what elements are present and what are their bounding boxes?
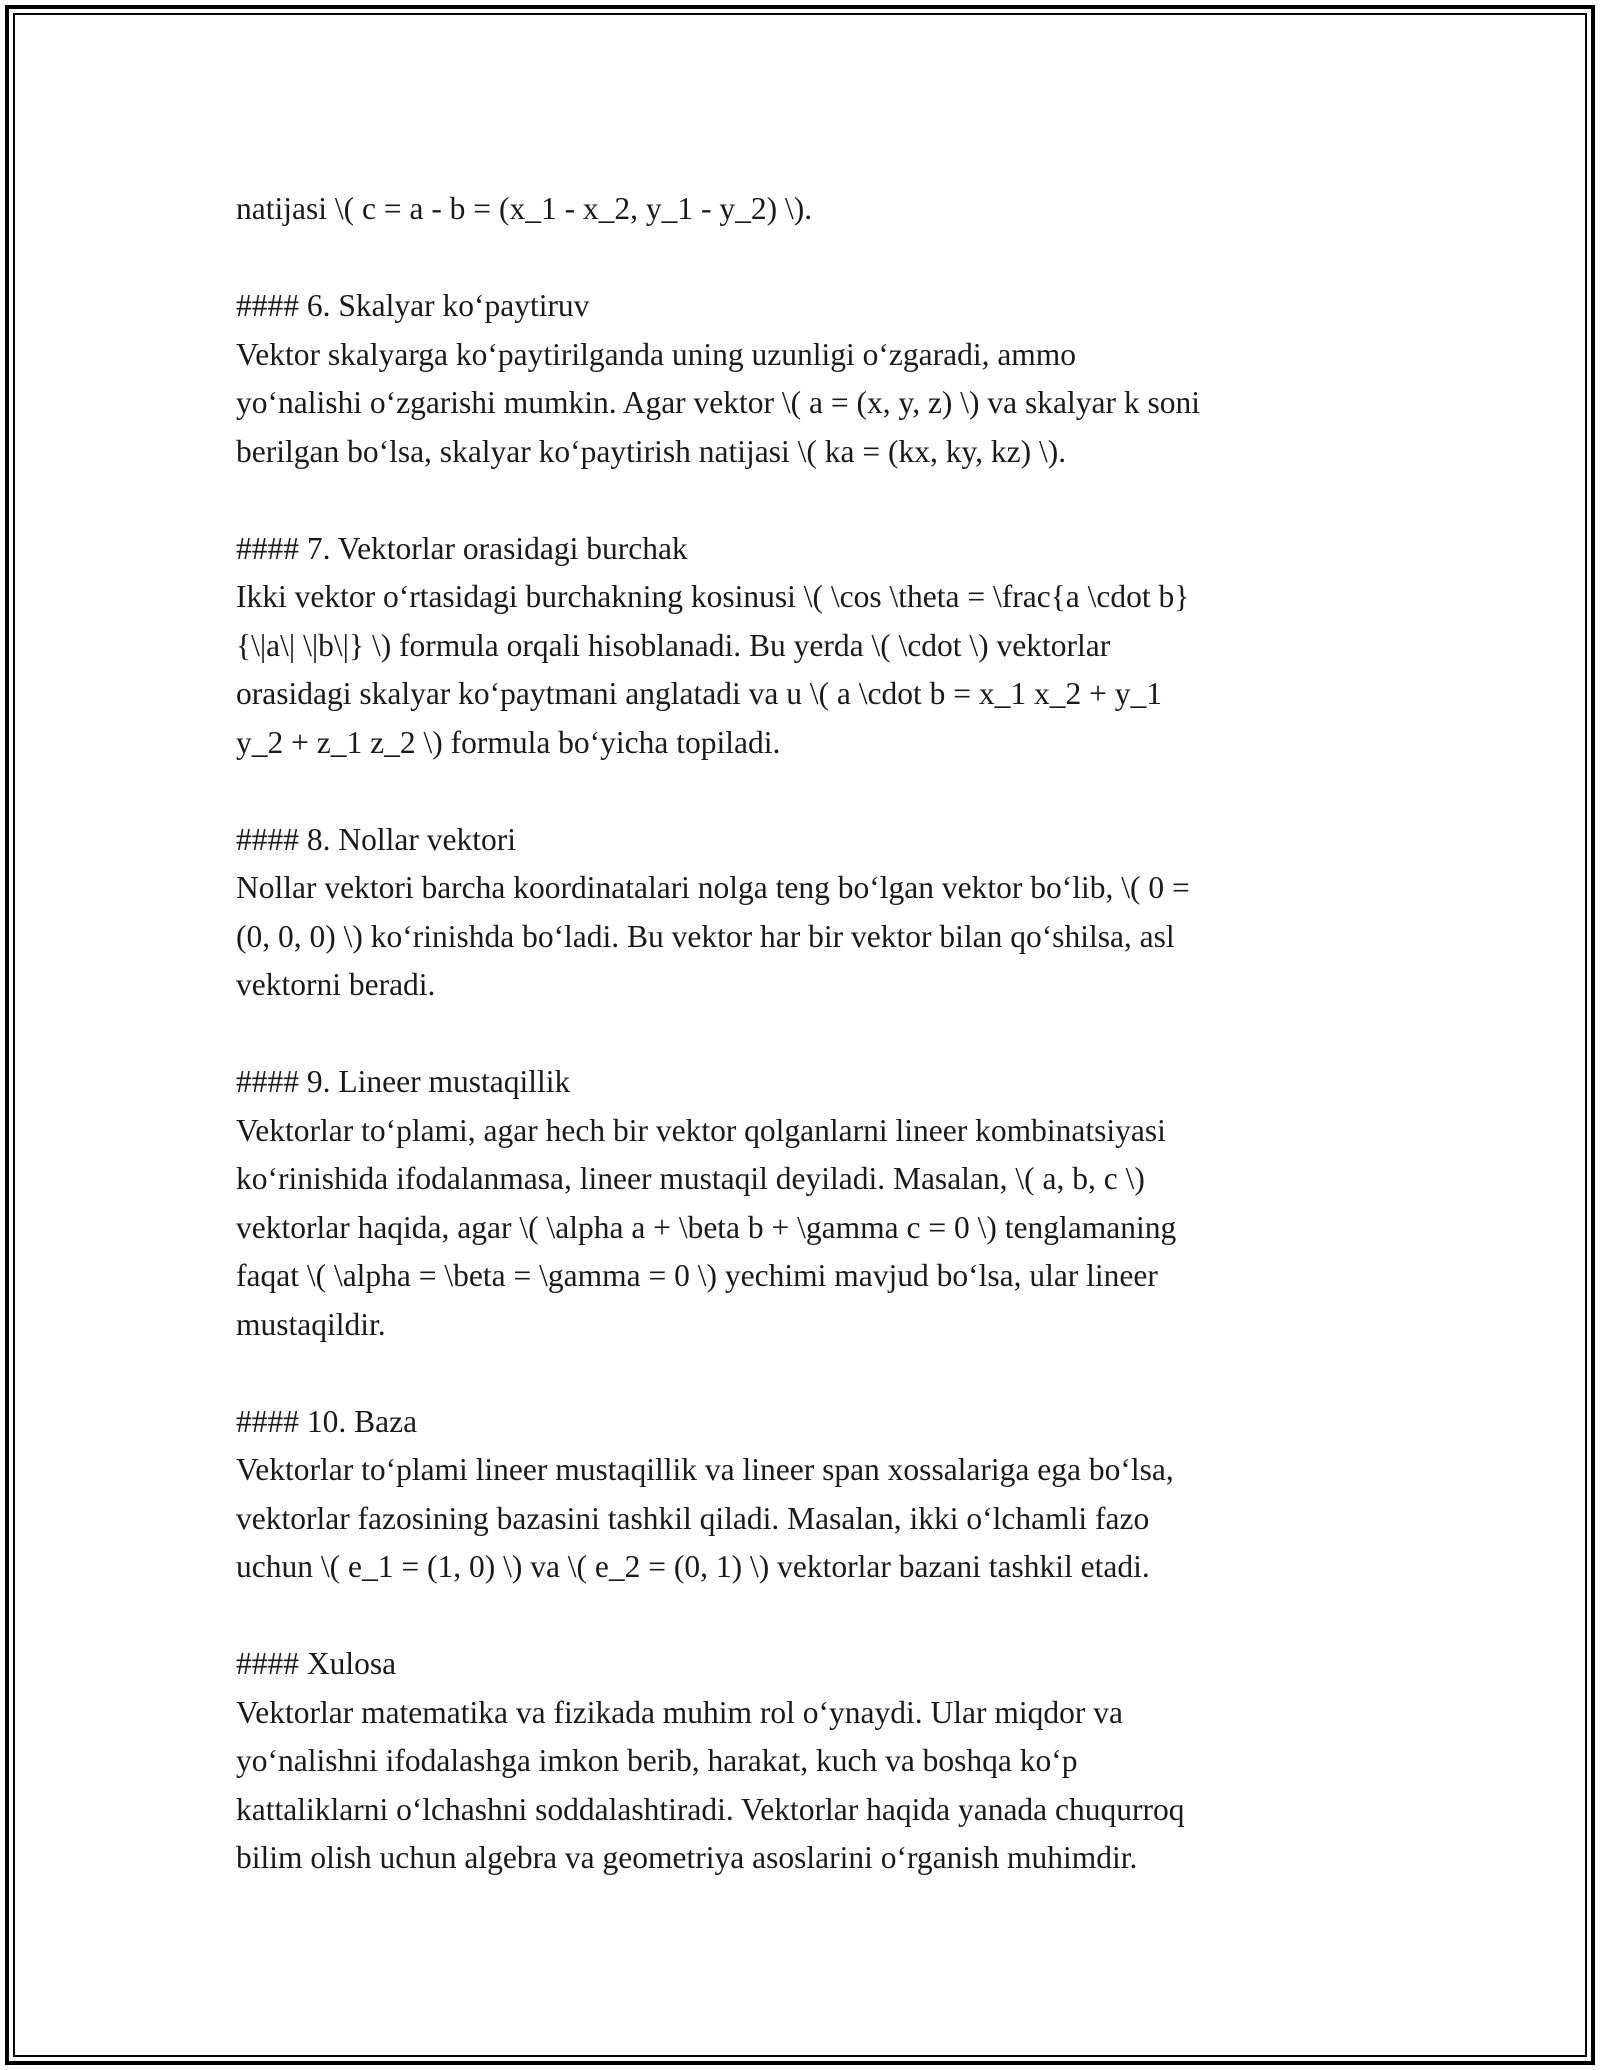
paragraph-line: yo‘nalishi o‘zgarishi mumkin. Agar vektor \( a = (x, y, z) \) va skalyar k soni xyxy=(236,385,1200,420)
paragraph-line: vektorni beradi. xyxy=(236,967,436,1002)
document-body xyxy=(236,185,1376,1883)
paragraph-line: kattaliklarni o‘lchashni soddalashtiradi. Vektorlar haqida yanada chuqurroq xyxy=(236,1791,1185,1827)
section-heading: #### 8. Nollar vektori xyxy=(236,821,516,857)
paragraph-line: vektorlar haqida, agar \( \alpha a + \beta b + \gamma c = 0 \) tenglamaning xyxy=(236,1209,1177,1245)
section-heading: #### 9. Lineer mustaqillik xyxy=(236,1064,571,1099)
paragraph-line: y_2 + z_1 z_2 \) formula bo‘yicha topiladi. xyxy=(236,724,781,760)
paragraph-line: Nollar vektori barcha koordinatalari nolga teng bo‘lgan vektor bo‘lib, \( 0 = xyxy=(236,870,1190,905)
paragraph-gap xyxy=(236,476,1376,525)
paragraph-line: faqat \( \alpha = \beta = \gamma = 0 \) yechimi mavjud bo‘lsa, ular lineer xyxy=(236,1258,1158,1293)
paragraph-line: uchun \( e_1 = (1, 0) \) va \( e_2 = (0, 1) \) vektorlar bazani tashkil etadi. xyxy=(236,1549,1150,1584)
section-heading: #### 10. Baza xyxy=(236,1403,418,1439)
paragraph-line: orasidagi skalyar ko‘paytmani anglatadi va u \( a \cdot b = x_1 x_2 + y_1 xyxy=(236,676,1163,711)
paragraph-line: mustaqildir. xyxy=(236,1306,386,1342)
paragraph-line: Vektorlar to‘plami lineer mustaqillik va lineer span xossalariga ega bo‘lsa, xyxy=(236,1452,1174,1487)
paragraph-line: bilim olish uchun algebra va geometriya asoslarini o‘rganish muhimdir. xyxy=(236,1840,1138,1875)
paragraph-line: Ikki vektor o‘rtasidagi burchakning kosinusi \( \cos \theta = \frac{a \cdot b} xyxy=(236,579,1190,614)
paragraph-line: berilgan bo‘lsa, skalyar ko‘paytirish natijasi \( ka = (kx, ky, kz) \). xyxy=(236,433,1067,469)
paragraph-line: Vektorlar to‘plami, agar hech bir vektor qolganlarni lineer kombinatsiyasi xyxy=(236,1112,1166,1148)
paragraph-line: Vektor skalyarga ko‘paytirilganda uning uzunligi o‘zgaradi, ammo xyxy=(236,336,1077,372)
paragraph-gap xyxy=(236,234,1376,283)
paragraph-line: vektorlar fazosining bazasini tashkil qiladi. Masalan, ikki o‘lchamli fazo xyxy=(236,1500,1150,1536)
paragraph-gap xyxy=(236,1349,1376,1398)
paragraph-line: yo‘nalishni ifodalashga imkon berib, harakat, kuch va boshqa ko‘p xyxy=(236,1743,1078,1778)
section-heading: #### 6. Skalyar ko‘paytiruv xyxy=(236,288,590,323)
section-heading: #### 7. Vektorlar orasidagi burchak xyxy=(236,530,688,566)
paragraph-line: Vektorlar matematika va fizikada muhim rol o‘ynaydi. Ular miqdor va xyxy=(236,1694,1123,1730)
section-heading: #### Xulosa xyxy=(236,1646,397,1681)
paragraph-gap xyxy=(236,1010,1376,1059)
paragraph-line: (0, 0, 0) \) ko‘rinishda bo‘ladi. Bu vektor har bir vektor bilan qo‘shilsa, asl xyxy=(236,918,1175,954)
intro-line: natijasi \( c = a - b = (x_1 - x_2, y_1 - y_2) \). xyxy=(236,191,813,226)
paragraph-line: {\|a\| \|b\|} \) formula orqali hisoblanadi. Bu yerda \( \cdot \) vektorlar xyxy=(236,627,1111,663)
paragraph-gap xyxy=(236,767,1376,816)
paragraph-gap xyxy=(236,1592,1376,1641)
paragraph-line: ko‘rinishida ifodalanmasa, lineer mustaqil deyiladi. Masalan, \( a, b, c \) xyxy=(236,1161,1145,1196)
